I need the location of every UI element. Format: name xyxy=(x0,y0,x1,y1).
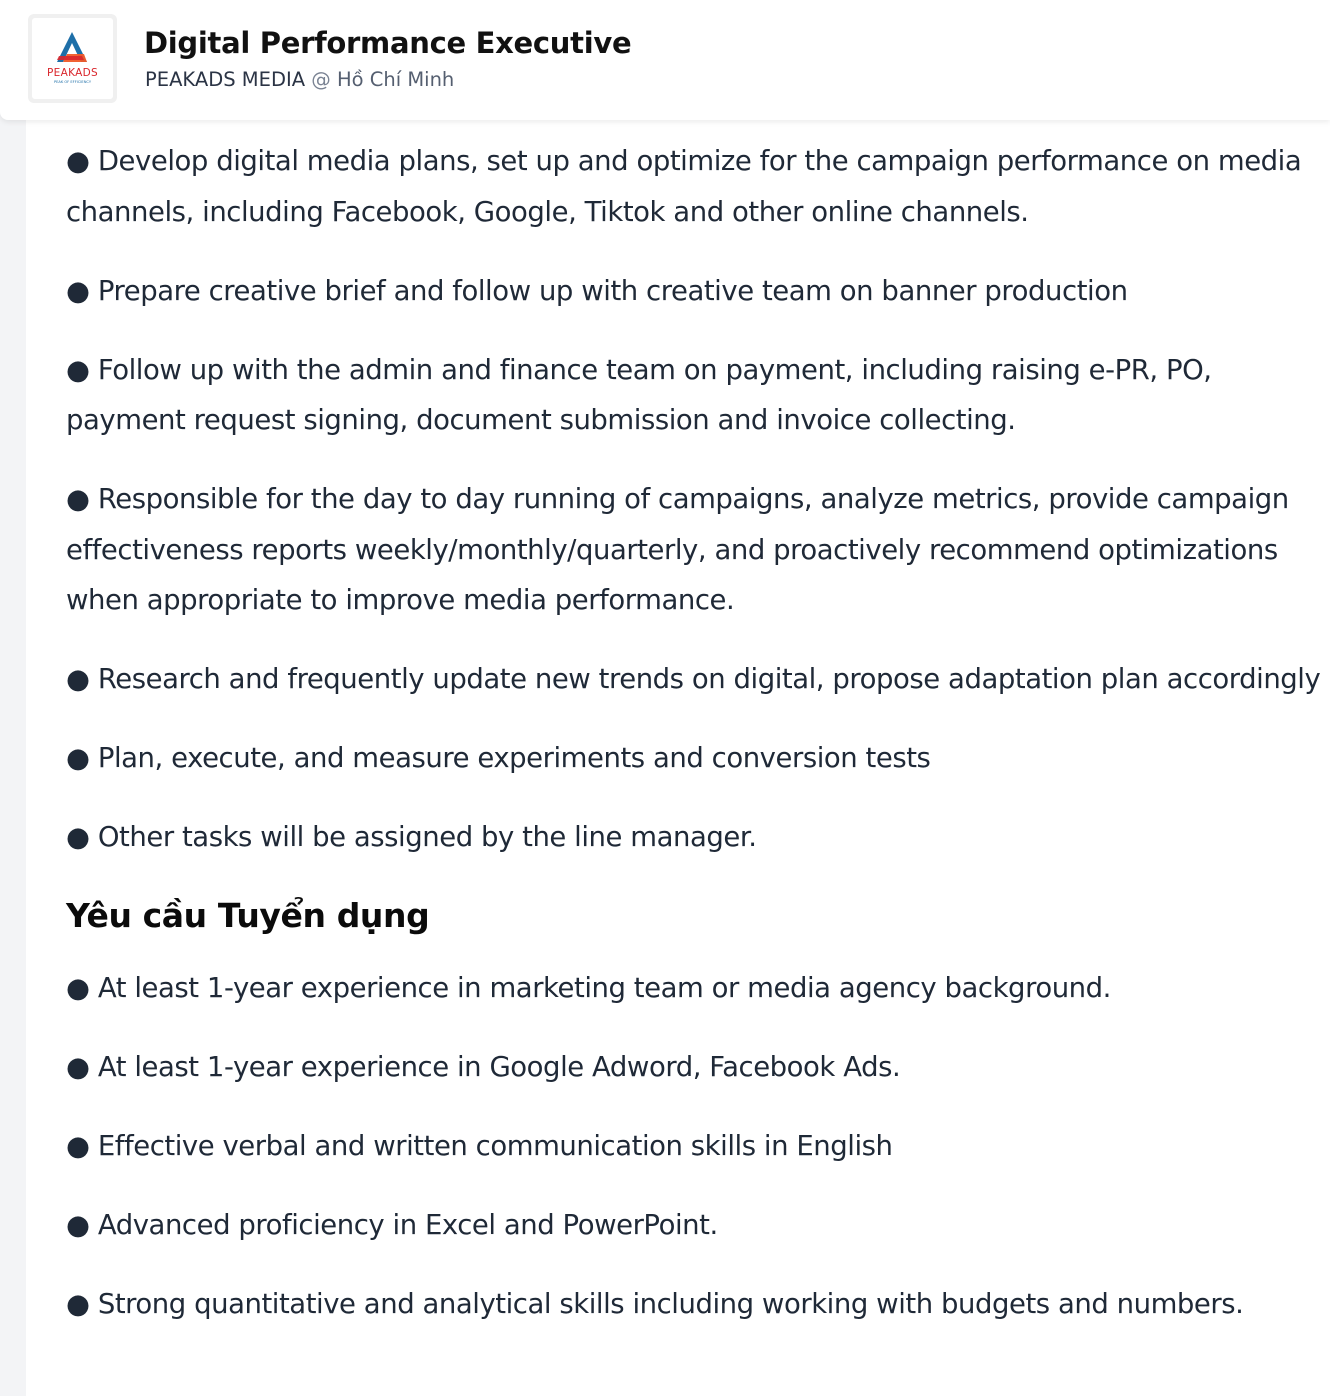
peakads-logo-icon xyxy=(32,18,113,99)
logo-tagline: PEAK OF EFFICIENCY xyxy=(53,80,92,84)
responsibility-item: ● Plan, execute, and measure experiments and conversion tests xyxy=(66,742,931,774)
logo-wordmark: PEAKADS xyxy=(47,67,98,79)
company-location-line xyxy=(145,68,454,91)
at-separator: @ xyxy=(311,68,331,91)
responsibility-item: ● Research and frequently update new trends on digital, propose adaptation plan accordingly xyxy=(66,663,1321,695)
job-title: Digital Performance Executive xyxy=(144,26,632,60)
job-location: Hồ Chí Minh xyxy=(336,68,455,91)
company-name-link[interactable]: PEAKADS MEDIA xyxy=(145,68,306,91)
responsibility-item: ● Responsible for the day to day running of campaigns, analyze metrics, provide campaign effectiveness reports weekly/monthly/quarterly, and proactively recommend optimizations when appropriate to improve media performance. xyxy=(66,483,1289,616)
left-gutter xyxy=(0,0,26,1396)
job-description xyxy=(66,136,1326,1358)
requirement-item: ● At least 1-year experience in marketing team or media agency background. xyxy=(66,972,1111,1004)
logo-image xyxy=(32,18,113,99)
requirement-item: ● Advanced proficiency in Excel and PowerPoint. xyxy=(66,1209,718,1241)
requirement-item: ● Strong quantitative and analytical skills including working with budgets and numbers. xyxy=(66,1288,1244,1320)
logo-peak-red xyxy=(57,56,84,60)
job-header xyxy=(0,0,1330,120)
requirement-item: ● At least 1-year experience in Google Adword, Facebook Ads. xyxy=(66,1051,901,1083)
company-logo[interactable] xyxy=(28,14,117,103)
responsibility-item: ● Other tasks will be assigned by the line manager. xyxy=(66,821,757,853)
responsibility-item: ● Prepare creative brief and follow up with creative team on banner production xyxy=(66,274,1128,307)
responsibility-item: ● Develop digital media plans, set up and optimize for the campaign performance on media channels, including Facebook, Google, Tiktok and other online channels. xyxy=(66,145,1302,228)
requirements-heading: Yêu cầu Tuyển dụng xyxy=(66,896,430,935)
requirement-item: ● Effective verbal and written communication skills in English xyxy=(66,1130,893,1162)
responsibility-item: ● Follow up with the admin and finance team on payment, including raising e-PR, PO, payment request signing, document submission and invoice collecting. xyxy=(66,353,1212,436)
